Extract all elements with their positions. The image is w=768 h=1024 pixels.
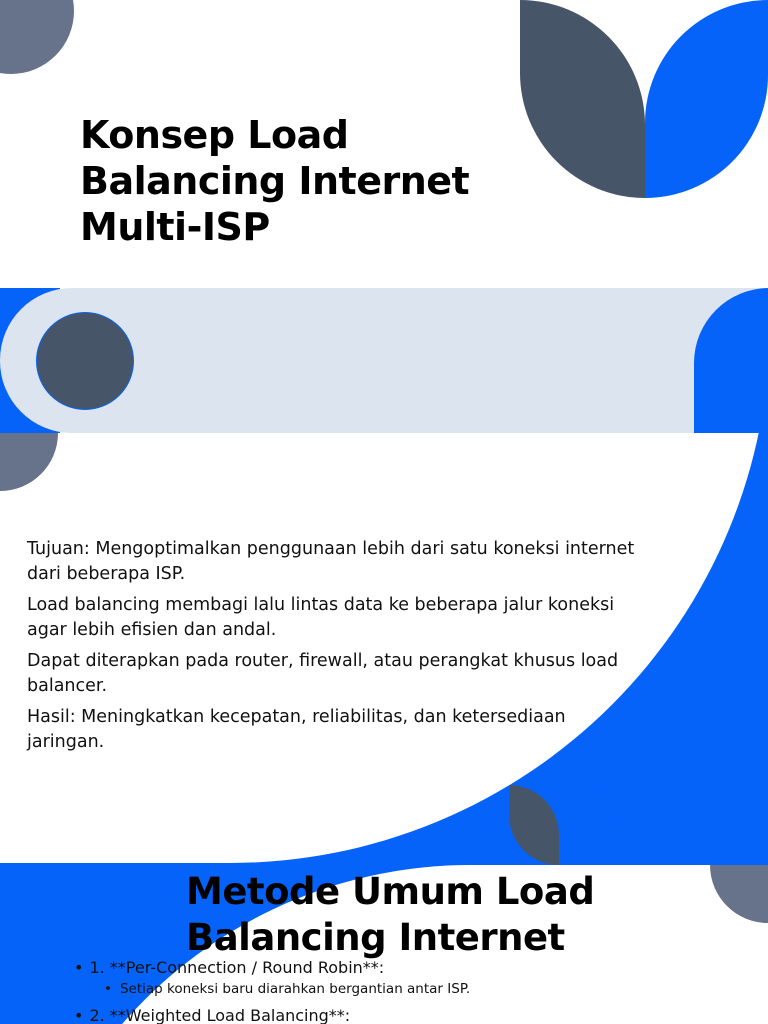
concept-paragraph: Load balancing membagi lalu lintas data ke beberapa jalur koneksi agar lebih efisien dan andal. [27,595,615,640]
concept-paragraph: Tujuan: Mengoptimalkan penggunaan lebih dari satu koneksi internet dari beberapa ISP. [27,539,635,584]
list-subitem: • Setiap koneksi baru diarahkan bergantian antar ISP. [74,979,714,999]
list-item: • 2. **Weighted Load Balancing**: [74,1005,714,1024]
mini-leaf-blue [559,785,609,865]
mini-leaf-dark [509,785,559,865]
corner-circle-decoration [0,0,74,74]
slide-title[interactable] [0,0,768,288]
slide-concept[interactable] [0,433,768,865]
leaf-shape-blue [645,0,768,198]
concept-text-block [27,537,647,761]
slide-methods[interactable] [0,865,768,1024]
slide-decorative[interactable] [0,288,768,433]
methods-list [74,957,714,1024]
concept-paragraph: Hasil: Meningkatkan kecepatan, reliabilitas, dan ketersediaan jaringan. [27,707,566,752]
slide-title-heading: Konsep Load Balancing Internet Multi-ISP [80,113,470,249]
circle-decoration [36,312,134,410]
leaf-shape-dark [520,0,645,198]
methods-heading: Metode Umum Load Balancing Internet [186,870,595,959]
list-item: • 1. **Per-Connection / Round Robin**: [74,957,714,979]
concept-paragraph: Dapat diterapkan pada router, firewall, atau perangkat khusus load balancer. [27,651,619,696]
